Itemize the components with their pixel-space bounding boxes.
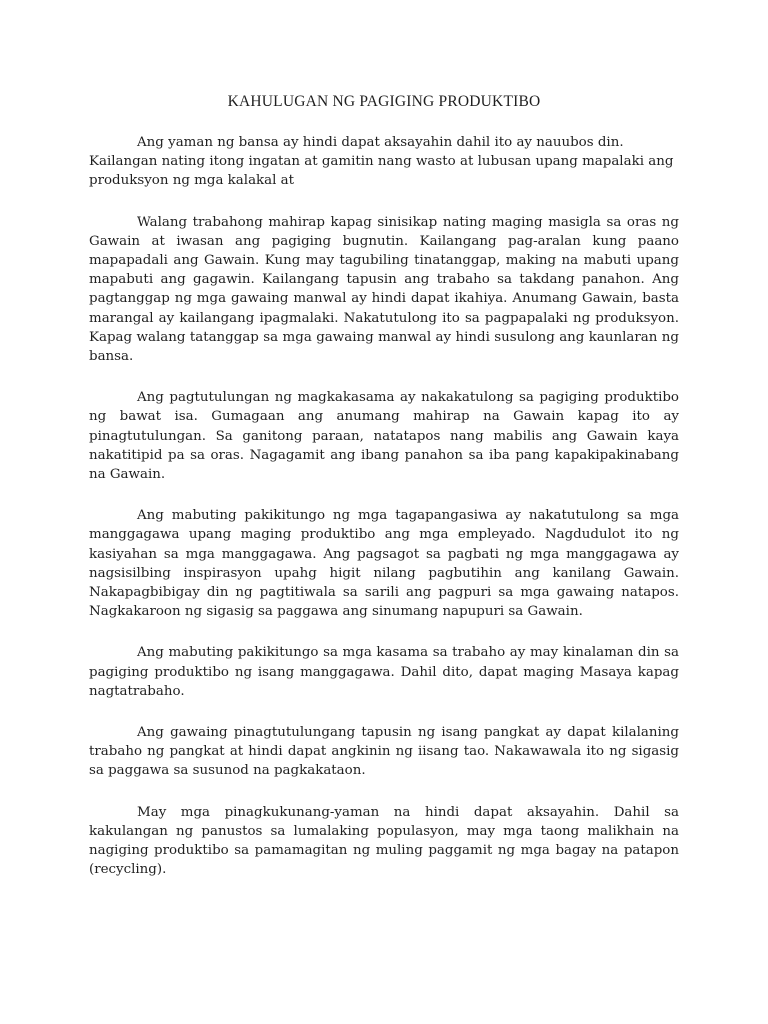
paragraph-5: Ang mabuting pakikitungo sa mga kasama sa trabaho ay may kinalaman din sa pagiging produktibo ng isang manggagawa. Dahil dito, dapat maging Masaya kapag nagtatrabaho. bbox=[89, 645, 679, 699]
document-title: KAHULUGAN NG PAGIGING PRODUKTIBO bbox=[227, 93, 541, 110]
paragraph-7: May mga pinagkukunang-yaman na hindi dapat aksayahin. Dahil sa kakulangan ng panustos sa lumalaking populasyon, may mga taong malikhain na nagiging produktibo sa pamamagitan ng muling paggamit ng mga bagay na patapon (recycling). bbox=[89, 804, 679, 878]
paragraph-1: Ang yaman ng bansa ay hindi dapat aksayahin dahil ito ay nauubos din. Kailangan nating itong ingatan at gamitin nang wasto at lubusan upang mapalaki ang produksyon ng mga kalakal at bbox=[89, 135, 674, 189]
paragraph-3: Ang pagtutulungan ng magkakasama ay nakakatulong sa pagiging produktibo ng bawat isa. Gumagaan ang anumang mahirap na Gawain kapag ito ay pinagtutulungan. Sa ganitong paraan, natatapos nang mabilis ang Gawain kaya nakatitipid pa sa oras. Nagagamit ang ibang panahon sa iba pang kapakipakinabang na Gawain. bbox=[89, 390, 679, 483]
paragraph-6: Ang gawaing pinagtutulungang tapusin ng isang pangkat ay dapat kilalaning trabaho ng pangkat at hindi dapat angkinin ng iisang tao. Nakawawala ito ng sigasig sa paggawa sa susunod na pagkakataon. bbox=[89, 725, 679, 779]
document-body bbox=[89, 91, 679, 902]
paragraph-4: Ang mabuting pakikitungo ng mga tagapangasiwa ay nakatutulong sa mga manggagawa upang maging produktibo ang mga empleyado. Nagdudulot ito ng kasiyahan sa mga manggagawa. Ang pagsagot sa pagbati ng mga manggagawa ay nagsisilbing inspirasyon upahg higit nilang pagbutihin ang kanilang Gawain. Nakapagbibigay din ng pagtitiwala sa sarili ang pagpuri sa mga gawaing natapos. Nagkakaroon ng sigasig sa paggawa ang sinumang napupuri sa Gawain. bbox=[89, 508, 679, 620]
paragraph-2: Walang trabahong mahirap kapag sinisikap nating maging masigla sa oras ng Gawain at iwasan ang pagiging bugnutin. Kailangang pag-aralan kung paano mapapadali ang Gawain. Kung may tagubiling tinatanggap, making na mabuti upang mapabuti ang gagawin. Kailangang tapusin ang trabaho sa takdang panahon. Ang pagtanggap ng mga gawaing manwal ay hindi dapat ikahiya. Anumang Gawain, basta marangal ay kailangang ipagmalaki. Nakatutulong ito sa pagpapalaki ng produksyon. Kapag walang tatanggap sa mga gawaing manwal ay hindi susulong ang kaunlaran ng bansa. bbox=[89, 214, 679, 365]
